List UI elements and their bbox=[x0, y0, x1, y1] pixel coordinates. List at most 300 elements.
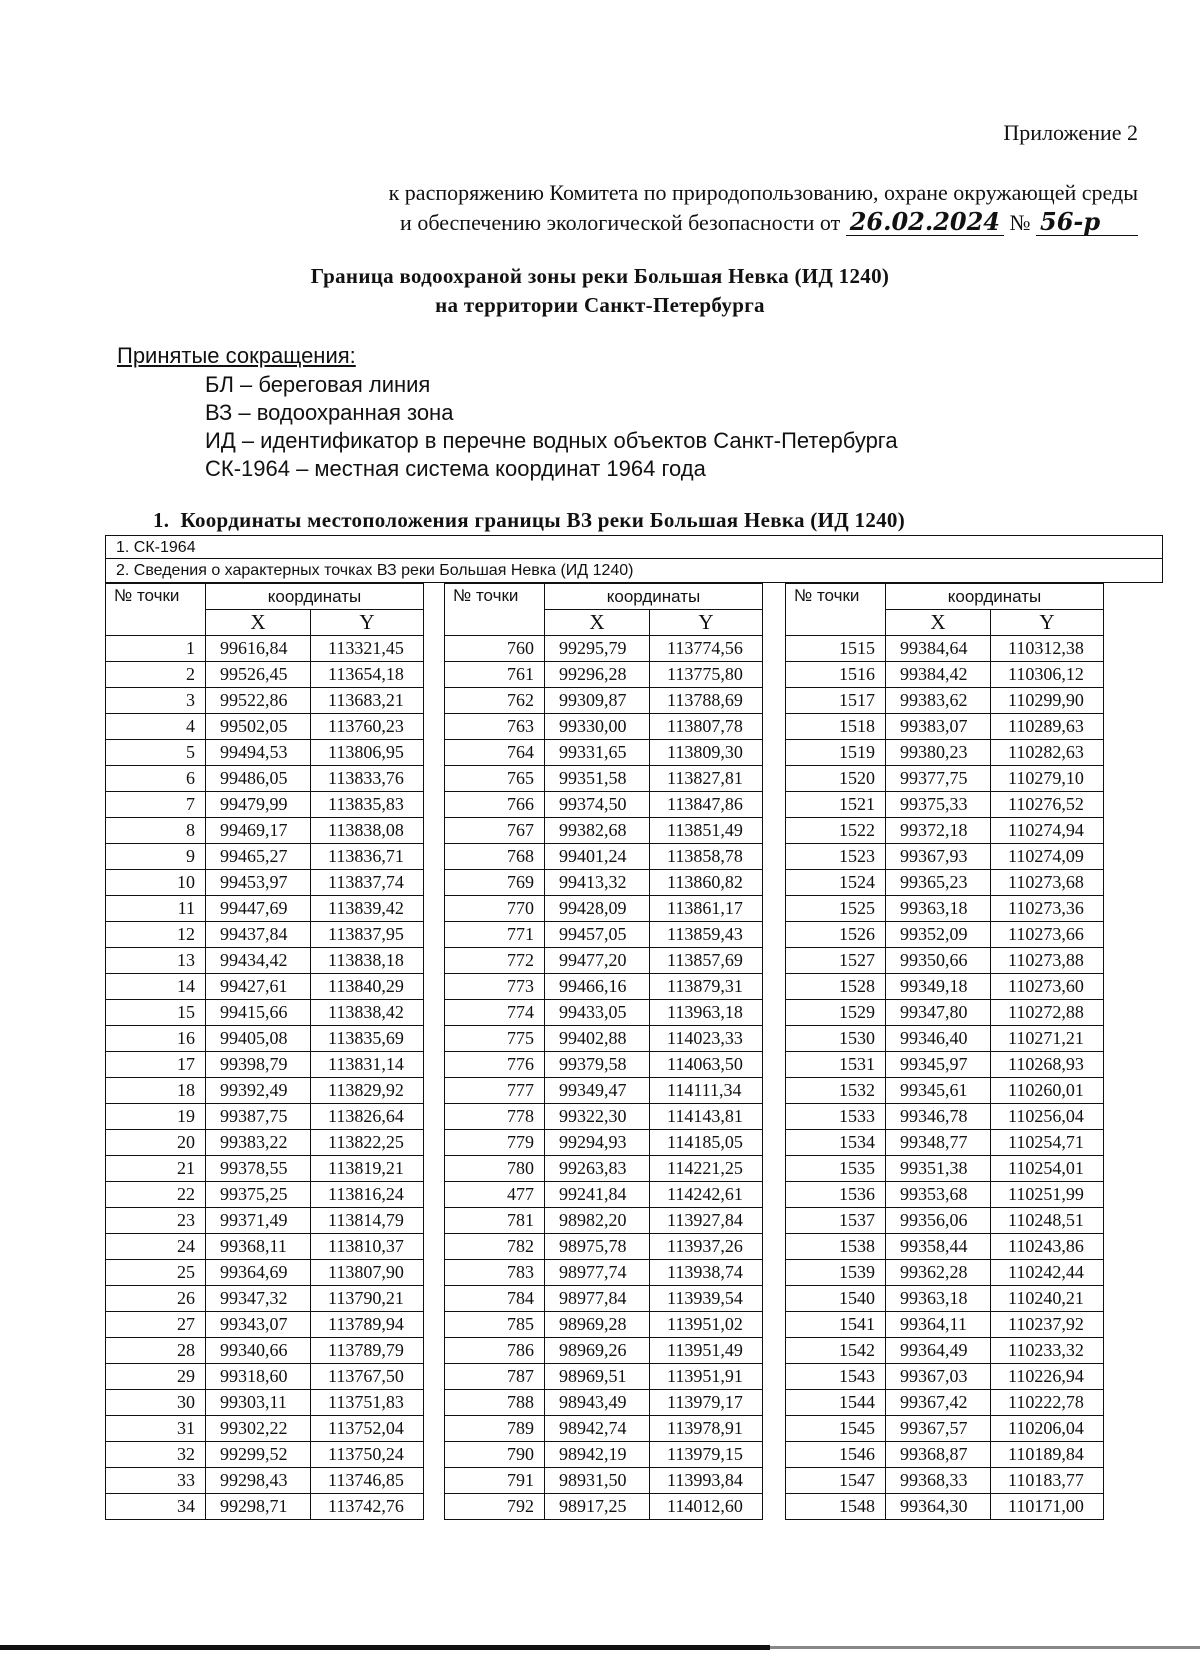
x-coordinate-cell: 99343,07 bbox=[206, 1312, 311, 1338]
table-row bbox=[106, 1208, 424, 1234]
y-coordinate-cell: 113775,80 bbox=[650, 662, 763, 688]
x-coordinate-cell: 99384,42 bbox=[886, 662, 991, 688]
y-coordinate-cell: 113751,83 bbox=[311, 1390, 424, 1416]
y-coordinate-cell: 110312,38 bbox=[991, 636, 1104, 662]
page-bottom-rule bbox=[0, 1641, 1200, 1655]
x-coordinate-cell: 99295,79 bbox=[545, 636, 650, 662]
section-heading bbox=[153, 508, 905, 533]
x-coordinate-cell: 99368,33 bbox=[886, 1468, 991, 1494]
table-row bbox=[445, 1052, 763, 1078]
table-row bbox=[445, 1468, 763, 1494]
point-number-cell: 20 bbox=[106, 1130, 206, 1156]
table-row bbox=[786, 1364, 1104, 1390]
point-number-cell: 1528 bbox=[786, 974, 886, 1000]
table-row bbox=[106, 1364, 424, 1390]
x-coordinate-cell: 98942,74 bbox=[545, 1416, 650, 1442]
table-row bbox=[106, 1260, 424, 1286]
y-coordinate-cell: 113838,08 bbox=[311, 818, 424, 844]
x-coordinate-cell: 98917,25 bbox=[545, 1494, 650, 1520]
x-coordinate-cell: 98969,26 bbox=[545, 1338, 650, 1364]
x-coordinate-cell: 99616,84 bbox=[206, 636, 311, 662]
y-coordinate-cell: 110306,12 bbox=[991, 662, 1104, 688]
x-coordinate-cell: 99384,64 bbox=[886, 636, 991, 662]
y-coordinate-cell: 114185,05 bbox=[650, 1130, 763, 1156]
point-number-cell: 789 bbox=[445, 1416, 545, 1442]
table-row bbox=[445, 636, 763, 662]
table-row bbox=[106, 792, 424, 818]
table-row bbox=[786, 1338, 1104, 1364]
point-number-cell: 782 bbox=[445, 1234, 545, 1260]
point-number-cell: 787 bbox=[445, 1364, 545, 1390]
table-row bbox=[106, 1390, 424, 1416]
table-row bbox=[106, 1052, 424, 1078]
x-coordinate-cell: 99367,93 bbox=[886, 844, 991, 870]
point-number-cell: 1539 bbox=[786, 1260, 886, 1286]
order-reference-line-2 bbox=[258, 208, 1138, 238]
table-row bbox=[786, 1130, 1104, 1156]
x-coordinate-cell: 99383,22 bbox=[206, 1130, 311, 1156]
table-row bbox=[786, 948, 1104, 974]
y-coordinate-cell: 113837,95 bbox=[311, 922, 424, 948]
y-coordinate-cell: 113851,49 bbox=[650, 818, 763, 844]
x-coordinate-cell: 99345,61 bbox=[886, 1078, 991, 1104]
table-row bbox=[106, 1182, 424, 1208]
y-coordinate-cell: 114023,33 bbox=[650, 1026, 763, 1052]
y-coordinate-cell: 113861,17 bbox=[650, 896, 763, 922]
x-coordinate-cell: 99392,49 bbox=[206, 1078, 311, 1104]
y-coordinate-cell: 110260,01 bbox=[991, 1078, 1104, 1104]
y-coordinate-cell: 113978,91 bbox=[650, 1416, 763, 1442]
table-row bbox=[445, 688, 763, 714]
x-coordinate-cell: 99379,58 bbox=[545, 1052, 650, 1078]
table-row bbox=[106, 1130, 424, 1156]
section-number: 1. bbox=[153, 508, 170, 532]
table-row bbox=[786, 688, 1104, 714]
y-coordinate-cell: 113789,79 bbox=[311, 1338, 424, 1364]
point-number-cell: 791 bbox=[445, 1468, 545, 1494]
point-number-cell: 4 bbox=[106, 714, 206, 740]
point-number-cell: 788 bbox=[445, 1390, 545, 1416]
table-row bbox=[445, 844, 763, 870]
x-coordinate-cell: 99356,06 bbox=[886, 1208, 991, 1234]
coordinate-block bbox=[785, 583, 1104, 1520]
section-title: Координаты местоположения границы ВЗ реки Большая Невка (ИД 1240) bbox=[180, 508, 906, 532]
y-coordinate-cell: 110240,21 bbox=[991, 1286, 1104, 1312]
y-coordinate-cell: 113806,95 bbox=[311, 740, 424, 766]
table-row bbox=[445, 1312, 763, 1338]
column-header-coordinates: координаты bbox=[206, 584, 424, 610]
table-row bbox=[445, 948, 763, 974]
x-coordinate-cell: 99382,68 bbox=[545, 818, 650, 844]
y-coordinate-cell: 110233,32 bbox=[991, 1338, 1104, 1364]
x-coordinate-cell: 99378,55 bbox=[206, 1156, 311, 1182]
table-row bbox=[106, 766, 424, 792]
table-row bbox=[786, 1208, 1104, 1234]
point-number-cell: 1537 bbox=[786, 1208, 886, 1234]
x-coordinate-cell: 99330,00 bbox=[545, 714, 650, 740]
y-coordinate-cell: 113654,18 bbox=[311, 662, 424, 688]
table-row bbox=[445, 766, 763, 792]
table-row bbox=[445, 1260, 763, 1286]
y-coordinate-cell: 110273,36 bbox=[991, 896, 1104, 922]
point-number-cell: 786 bbox=[445, 1338, 545, 1364]
y-coordinate-cell: 110271,21 bbox=[991, 1026, 1104, 1052]
table-row bbox=[106, 1286, 424, 1312]
y-coordinate-cell: 110206,04 bbox=[991, 1416, 1104, 1442]
table-row bbox=[786, 1026, 1104, 1052]
y-coordinate-cell: 113750,24 bbox=[311, 1442, 424, 1468]
x-coordinate-cell: 99294,93 bbox=[545, 1130, 650, 1156]
x-coordinate-cell: 99346,40 bbox=[886, 1026, 991, 1052]
column-header-coordinates: координаты bbox=[886, 584, 1104, 610]
point-number-cell: 1515 bbox=[786, 636, 886, 662]
y-coordinate-cell: 113789,94 bbox=[311, 1312, 424, 1338]
x-coordinate-cell: 99263,83 bbox=[545, 1156, 650, 1182]
x-coordinate-cell: 99374,50 bbox=[545, 792, 650, 818]
x-coordinate-cell: 99352,09 bbox=[886, 922, 991, 948]
table-row bbox=[445, 896, 763, 922]
x-coordinate-cell: 99375,33 bbox=[886, 792, 991, 818]
title-line-1: Граница водоохраной зоны реки Большая Невка (ИД 1240) bbox=[310, 264, 890, 288]
y-coordinate-cell: 110243,86 bbox=[991, 1234, 1104, 1260]
x-coordinate-cell: 99363,18 bbox=[886, 1286, 991, 1312]
point-number-cell: 764 bbox=[445, 740, 545, 766]
x-coordinate-cell: 99415,66 bbox=[206, 1000, 311, 1026]
y-coordinate-cell: 113810,37 bbox=[311, 1234, 424, 1260]
y-coordinate-cell: 113807,90 bbox=[311, 1260, 424, 1286]
table-row bbox=[445, 818, 763, 844]
point-number-cell: 22 bbox=[106, 1182, 206, 1208]
x-coordinate-cell: 99367,42 bbox=[886, 1390, 991, 1416]
y-coordinate-cell: 113951,02 bbox=[650, 1312, 763, 1338]
y-coordinate-cell: 110171,00 bbox=[991, 1494, 1104, 1520]
point-number-cell: 1531 bbox=[786, 1052, 886, 1078]
column-header-point: № точки bbox=[106, 584, 206, 636]
x-coordinate-cell: 99465,27 bbox=[206, 844, 311, 870]
y-coordinate-cell: 110279,10 bbox=[991, 766, 1104, 792]
point-number-cell: 34 bbox=[106, 1494, 206, 1520]
y-coordinate-cell: 113742,76 bbox=[311, 1494, 424, 1520]
point-number-cell: 1525 bbox=[786, 896, 886, 922]
y-coordinate-cell: 110289,63 bbox=[991, 714, 1104, 740]
table-row bbox=[786, 844, 1104, 870]
y-coordinate-cell: 114111,34 bbox=[650, 1078, 763, 1104]
order-reference bbox=[258, 178, 1138, 238]
y-coordinate-cell: 113840,29 bbox=[311, 974, 424, 1000]
x-coordinate-cell: 99494,53 bbox=[206, 740, 311, 766]
x-coordinate-cell: 99351,38 bbox=[886, 1156, 991, 1182]
y-coordinate-cell: 110242,44 bbox=[991, 1260, 1104, 1286]
header-row bbox=[445, 584, 763, 610]
point-number-cell: 1518 bbox=[786, 714, 886, 740]
x-coordinate-cell: 99346,78 bbox=[886, 1104, 991, 1130]
x-coordinate-cell: 99398,79 bbox=[206, 1052, 311, 1078]
point-number-cell: 14 bbox=[106, 974, 206, 1000]
table-row bbox=[106, 1078, 424, 1104]
x-coordinate-cell: 99377,75 bbox=[886, 766, 991, 792]
point-number-cell: 792 bbox=[445, 1494, 545, 1520]
table-row bbox=[786, 1234, 1104, 1260]
point-number-cell: 29 bbox=[106, 1364, 206, 1390]
point-number-cell: 23 bbox=[106, 1208, 206, 1234]
x-coordinate-cell: 98942,19 bbox=[545, 1442, 650, 1468]
table-row bbox=[445, 1338, 763, 1364]
y-coordinate-cell: 113938,74 bbox=[650, 1260, 763, 1286]
point-number-cell: 21 bbox=[106, 1156, 206, 1182]
table-row bbox=[786, 1494, 1104, 1520]
y-coordinate-cell: 113746,85 bbox=[311, 1468, 424, 1494]
point-number-cell: 32 bbox=[106, 1442, 206, 1468]
x-coordinate-cell: 99375,25 bbox=[206, 1182, 311, 1208]
table-row bbox=[786, 714, 1104, 740]
table-row bbox=[106, 818, 424, 844]
table-row bbox=[106, 1442, 424, 1468]
table-row bbox=[445, 662, 763, 688]
point-number-cell: 769 bbox=[445, 870, 545, 896]
y-coordinate-cell: 113879,31 bbox=[650, 974, 763, 1000]
table-row bbox=[445, 1104, 763, 1130]
y-coordinate-cell: 113790,21 bbox=[311, 1286, 424, 1312]
table-row bbox=[445, 1234, 763, 1260]
point-number-cell: 1524 bbox=[786, 870, 886, 896]
table-row bbox=[786, 1000, 1104, 1026]
point-number-cell: 16 bbox=[106, 1026, 206, 1052]
point-number-cell: 1526 bbox=[786, 922, 886, 948]
abbreviations-list bbox=[205, 371, 898, 483]
y-coordinate-cell: 114012,60 bbox=[650, 1494, 763, 1520]
table-row bbox=[786, 1390, 1104, 1416]
point-number-cell: 767 bbox=[445, 818, 545, 844]
point-number-cell: 19 bbox=[106, 1104, 206, 1130]
y-coordinate-cell: 113816,24 bbox=[311, 1182, 424, 1208]
x-coordinate-cell: 99331,65 bbox=[545, 740, 650, 766]
y-coordinate-cell: 113829,92 bbox=[311, 1078, 424, 1104]
y-coordinate-cell: 110274,94 bbox=[991, 818, 1104, 844]
column-header-x: X bbox=[886, 610, 991, 636]
point-number-cell: 2 bbox=[106, 662, 206, 688]
y-coordinate-cell: 113860,82 bbox=[650, 870, 763, 896]
order-number-label: № bbox=[1009, 210, 1031, 235]
table-row bbox=[786, 1156, 1104, 1182]
point-number-cell: 1535 bbox=[786, 1156, 886, 1182]
y-coordinate-cell: 110273,60 bbox=[991, 974, 1104, 1000]
x-coordinate-cell: 99453,97 bbox=[206, 870, 311, 896]
x-coordinate-cell: 99428,09 bbox=[545, 896, 650, 922]
x-coordinate-cell: 99457,05 bbox=[545, 922, 650, 948]
order-reference-text: и обеспечению экологической безопасности от bbox=[400, 210, 841, 235]
point-number-cell: 1522 bbox=[786, 818, 886, 844]
point-number-cell: 31 bbox=[106, 1416, 206, 1442]
y-coordinate-cell: 110222,78 bbox=[991, 1390, 1104, 1416]
point-number-cell: 1538 bbox=[786, 1234, 886, 1260]
column-header-y: Y bbox=[991, 610, 1104, 636]
table-row bbox=[786, 1182, 1104, 1208]
point-number-cell: 772 bbox=[445, 948, 545, 974]
point-number-cell: 3 bbox=[106, 688, 206, 714]
y-coordinate-cell: 113838,42 bbox=[311, 1000, 424, 1026]
coordinate-blocks bbox=[105, 583, 1163, 1535]
point-number-cell: 790 bbox=[445, 1442, 545, 1468]
x-coordinate-cell: 99296,28 bbox=[545, 662, 650, 688]
table-row bbox=[786, 1104, 1104, 1130]
y-coordinate-cell: 113937,26 bbox=[650, 1234, 763, 1260]
table-row bbox=[786, 1416, 1104, 1442]
point-number-cell: 1548 bbox=[786, 1494, 886, 1520]
point-number-cell: 1534 bbox=[786, 1130, 886, 1156]
point-number-cell: 1545 bbox=[786, 1416, 886, 1442]
y-coordinate-cell: 110274,09 bbox=[991, 844, 1104, 870]
point-number-cell: 9 bbox=[106, 844, 206, 870]
table-row bbox=[445, 870, 763, 896]
point-number-cell: 765 bbox=[445, 766, 545, 792]
y-coordinate-cell: 110273,66 bbox=[991, 922, 1104, 948]
x-coordinate-cell: 98982,20 bbox=[545, 1208, 650, 1234]
point-number-cell: 1547 bbox=[786, 1468, 886, 1494]
table-row bbox=[445, 974, 763, 1000]
abbreviation-item: ВЗ – водоохранная зона bbox=[205, 400, 454, 425]
x-coordinate-cell: 99526,45 bbox=[206, 662, 311, 688]
x-coordinate-cell: 99309,87 bbox=[545, 688, 650, 714]
x-coordinate-cell: 99387,75 bbox=[206, 1104, 311, 1130]
y-coordinate-cell: 114063,50 bbox=[650, 1052, 763, 1078]
y-coordinate-cell: 110226,94 bbox=[991, 1364, 1104, 1390]
table-row bbox=[786, 818, 1104, 844]
point-number-cell: 1532 bbox=[786, 1078, 886, 1104]
point-number-cell: 785 bbox=[445, 1312, 545, 1338]
x-coordinate-cell: 99364,69 bbox=[206, 1260, 311, 1286]
point-number-cell: 778 bbox=[445, 1104, 545, 1130]
x-coordinate-cell: 99358,44 bbox=[886, 1234, 991, 1260]
table-row bbox=[106, 948, 424, 974]
x-coordinate-cell: 99433,05 bbox=[545, 1000, 650, 1026]
x-coordinate-cell: 98977,84 bbox=[545, 1286, 650, 1312]
point-number-cell: 768 bbox=[445, 844, 545, 870]
x-coordinate-cell: 99477,20 bbox=[545, 948, 650, 974]
x-coordinate-cell: 99322,30 bbox=[545, 1104, 650, 1130]
x-coordinate-cell: 99434,42 bbox=[206, 948, 311, 974]
y-coordinate-cell: 113963,18 bbox=[650, 1000, 763, 1026]
point-number-cell: 26 bbox=[106, 1286, 206, 1312]
x-coordinate-cell: 99364,30 bbox=[886, 1494, 991, 1520]
header-row bbox=[106, 584, 424, 610]
x-coordinate-cell: 99299,52 bbox=[206, 1442, 311, 1468]
table-row bbox=[106, 1416, 424, 1442]
table-row bbox=[106, 1494, 424, 1520]
x-coordinate-cell: 99401,24 bbox=[545, 844, 650, 870]
point-number-cell: 1519 bbox=[786, 740, 886, 766]
y-coordinate-cell: 114242,61 bbox=[650, 1182, 763, 1208]
table-row bbox=[445, 1442, 763, 1468]
column-header-point: № точки bbox=[786, 584, 886, 636]
y-coordinate-cell: 113836,71 bbox=[311, 844, 424, 870]
table-row bbox=[445, 922, 763, 948]
table-row bbox=[445, 1494, 763, 1520]
point-number-cell: 1517 bbox=[786, 688, 886, 714]
point-number-cell: 5 bbox=[106, 740, 206, 766]
x-coordinate-cell: 99427,61 bbox=[206, 974, 311, 1000]
table-row bbox=[786, 1078, 1104, 1104]
x-coordinate-cell: 99380,23 bbox=[886, 740, 991, 766]
order-number: 56-р bbox=[1036, 209, 1138, 236]
x-coordinate-cell: 99364,49 bbox=[886, 1338, 991, 1364]
column-header-coordinates: координаты bbox=[545, 584, 763, 610]
x-coordinate-cell: 99347,80 bbox=[886, 1000, 991, 1026]
table-row bbox=[786, 1286, 1104, 1312]
x-coordinate-cell: 99479,99 bbox=[206, 792, 311, 818]
table-row bbox=[786, 1468, 1104, 1494]
abbreviations-heading: Принятые сокращения: bbox=[117, 343, 356, 368]
point-number-cell: 1546 bbox=[786, 1442, 886, 1468]
y-coordinate-cell: 113814,79 bbox=[311, 1208, 424, 1234]
order-reference-line-1: к распоряжению Комитета по природопользованию, охране окружающей среды bbox=[388, 180, 1138, 205]
point-number-cell: 1536 bbox=[786, 1182, 886, 1208]
y-coordinate-cell: 113839,42 bbox=[311, 896, 424, 922]
y-coordinate-cell: 113760,23 bbox=[311, 714, 424, 740]
bottom-rule-light bbox=[770, 1646, 1200, 1649]
table-row bbox=[445, 1156, 763, 1182]
point-number-cell: 1540 bbox=[786, 1286, 886, 1312]
table-row bbox=[786, 1442, 1104, 1468]
x-coordinate-cell: 99303,11 bbox=[206, 1390, 311, 1416]
y-coordinate-cell: 110254,71 bbox=[991, 1130, 1104, 1156]
document-title bbox=[0, 262, 1200, 320]
table-row bbox=[106, 1156, 424, 1182]
point-number-cell: 11 bbox=[106, 896, 206, 922]
y-coordinate-cell: 113831,14 bbox=[311, 1052, 424, 1078]
x-coordinate-cell: 99486,05 bbox=[206, 766, 311, 792]
x-coordinate-cell: 99383,62 bbox=[886, 688, 991, 714]
x-coordinate-cell: 98975,78 bbox=[545, 1234, 650, 1260]
y-coordinate-cell: 113752,04 bbox=[311, 1416, 424, 1442]
y-coordinate-cell: 110273,88 bbox=[991, 948, 1104, 974]
x-coordinate-cell: 99350,66 bbox=[886, 948, 991, 974]
y-coordinate-cell: 113827,81 bbox=[650, 766, 763, 792]
y-coordinate-cell: 113838,18 bbox=[311, 948, 424, 974]
table-row bbox=[445, 1182, 763, 1208]
x-coordinate-cell: 99345,97 bbox=[886, 1052, 991, 1078]
table-row bbox=[786, 740, 1104, 766]
table-row bbox=[106, 1234, 424, 1260]
table-row bbox=[106, 974, 424, 1000]
point-number-cell: 1527 bbox=[786, 948, 886, 974]
point-number-cell: 30 bbox=[106, 1390, 206, 1416]
point-number-cell: 760 bbox=[445, 636, 545, 662]
x-coordinate-cell: 99371,49 bbox=[206, 1208, 311, 1234]
point-number-cell: 25 bbox=[106, 1260, 206, 1286]
table-row bbox=[106, 662, 424, 688]
x-coordinate-cell: 99466,16 bbox=[545, 974, 650, 1000]
table-row bbox=[106, 844, 424, 870]
y-coordinate-cell: 113767,50 bbox=[311, 1364, 424, 1390]
y-coordinate-cell: 110273,68 bbox=[991, 870, 1104, 896]
table-row bbox=[786, 636, 1104, 662]
title-line-2: на территории Санкт-Петербурга bbox=[435, 293, 765, 317]
point-number-cell: 8 bbox=[106, 818, 206, 844]
table-row bbox=[786, 1052, 1104, 1078]
point-number-cell: 1533 bbox=[786, 1104, 886, 1130]
table-row bbox=[106, 688, 424, 714]
y-coordinate-cell: 114143,81 bbox=[650, 1104, 763, 1130]
point-number-cell: 761 bbox=[445, 662, 545, 688]
bottom-rule-dark bbox=[0, 1645, 770, 1650]
y-coordinate-cell: 113809,30 bbox=[650, 740, 763, 766]
y-coordinate-cell: 114221,25 bbox=[650, 1156, 763, 1182]
table-crs-row: 1. СК-1964 bbox=[105, 535, 1163, 559]
point-number-cell: 24 bbox=[106, 1234, 206, 1260]
abbreviation-item: СК-1964 – местная система координат 1964 года bbox=[205, 456, 706, 481]
table-row bbox=[786, 922, 1104, 948]
table-row bbox=[786, 662, 1104, 688]
